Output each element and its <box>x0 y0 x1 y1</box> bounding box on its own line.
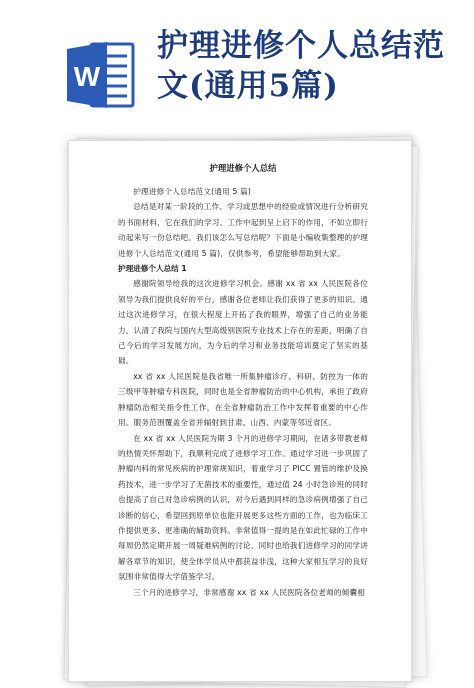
section-heading: 护理进修个人总结 1 <box>118 264 187 274</box>
header <box>0 0 474 130</box>
paragraph: 总结是对某一阶段的工作、学习或思想中的经验或情况进行分析研究的书面材料，它在我们的学习、工作中起到呈上启下的作用，不如立即行动起来写一份总结吧。我们该怎么写总结呢？下面是小编收集整理的护理进修个人总结范文(通用 5 篇)，仅供参考，希望能够帮助到大家。 <box>118 202 368 258</box>
document-body <box>118 184 368 600</box>
paragraph: 在 xx 省 xx 人民医院为期 3 个月的进修学习期间，在诸多带教老师的热情关怀帮助下，我顺利完成了进修学习工作。通过学习进一步巩固了肿瘤内科的常见疾病的护理常规知识，着重学习了 PICC 置管的维护及换药技术，进一步学习了无菌技术的重要性，通过值 24 小时急诊班的同时也提高了自己对急诊病例的认识，对今后遇到同样的急诊病例增强了自己诊断的信心，希望回到原单位也能开展更多这些方面的工作，也为临床工作提供更多、更准确的辅助资料。非常值得一提的是在如此忙碌的工作中每周仍然定期开展一周疑难病例的讨论，同时也给我们进修学习的同学讲解各章节的知识，使全体学员从中都获益非浅，这种大家相互学习的良好氛围非常值得大学借鉴学习。 <box>118 433 368 582</box>
page-title: 护理进修个人总结范文(通用5篇) <box>157 28 445 104</box>
paragraph: xx 省 xx 人民医院是我省唯一所集肿瘤诊疗、科研、防控为一体的三级甲等肿瘤专科医院，同时也是全省肿瘤防治的中心机构，承担了政府肿瘤防治相关指令性工作，在全省肿瘤防治工作中发挥着重要的中心作用。服务范围覆盖全省并辐射到甘肃、山西、内蒙等邻近省区。 <box>118 371 368 428</box>
word-logo-letter: W <box>73 61 101 92</box>
paragraph: 感谢院领导给我的这次进修学习机会。感谢 xx 省 xx 人民医院各位领导为我们提供良好的平台，感谢各位老师让我们获得了更多的知识。通过这次进修学习，在很大程度上开拓了我的眼界，增强了自己的业务能力，认清了我院与国内大型高级别医院专业技术上存在的差距，明确了自己今后的学习发展方向，为今后的学习和业务技能培训奠定了坚实的基础。 <box>118 279 368 366</box>
paragraph: 三个月的进修学习，非常感谢 xx 省 xx 人民医院各位老师的倾囊相 <box>133 587 366 597</box>
paragraph: 护理进修个人总结范文(通用 5 篇) <box>133 187 252 196</box>
word-doc-icon <box>67 40 135 110</box>
document-content <box>118 162 368 600</box>
document-title: 护理进修个人总结 <box>209 163 277 173</box>
